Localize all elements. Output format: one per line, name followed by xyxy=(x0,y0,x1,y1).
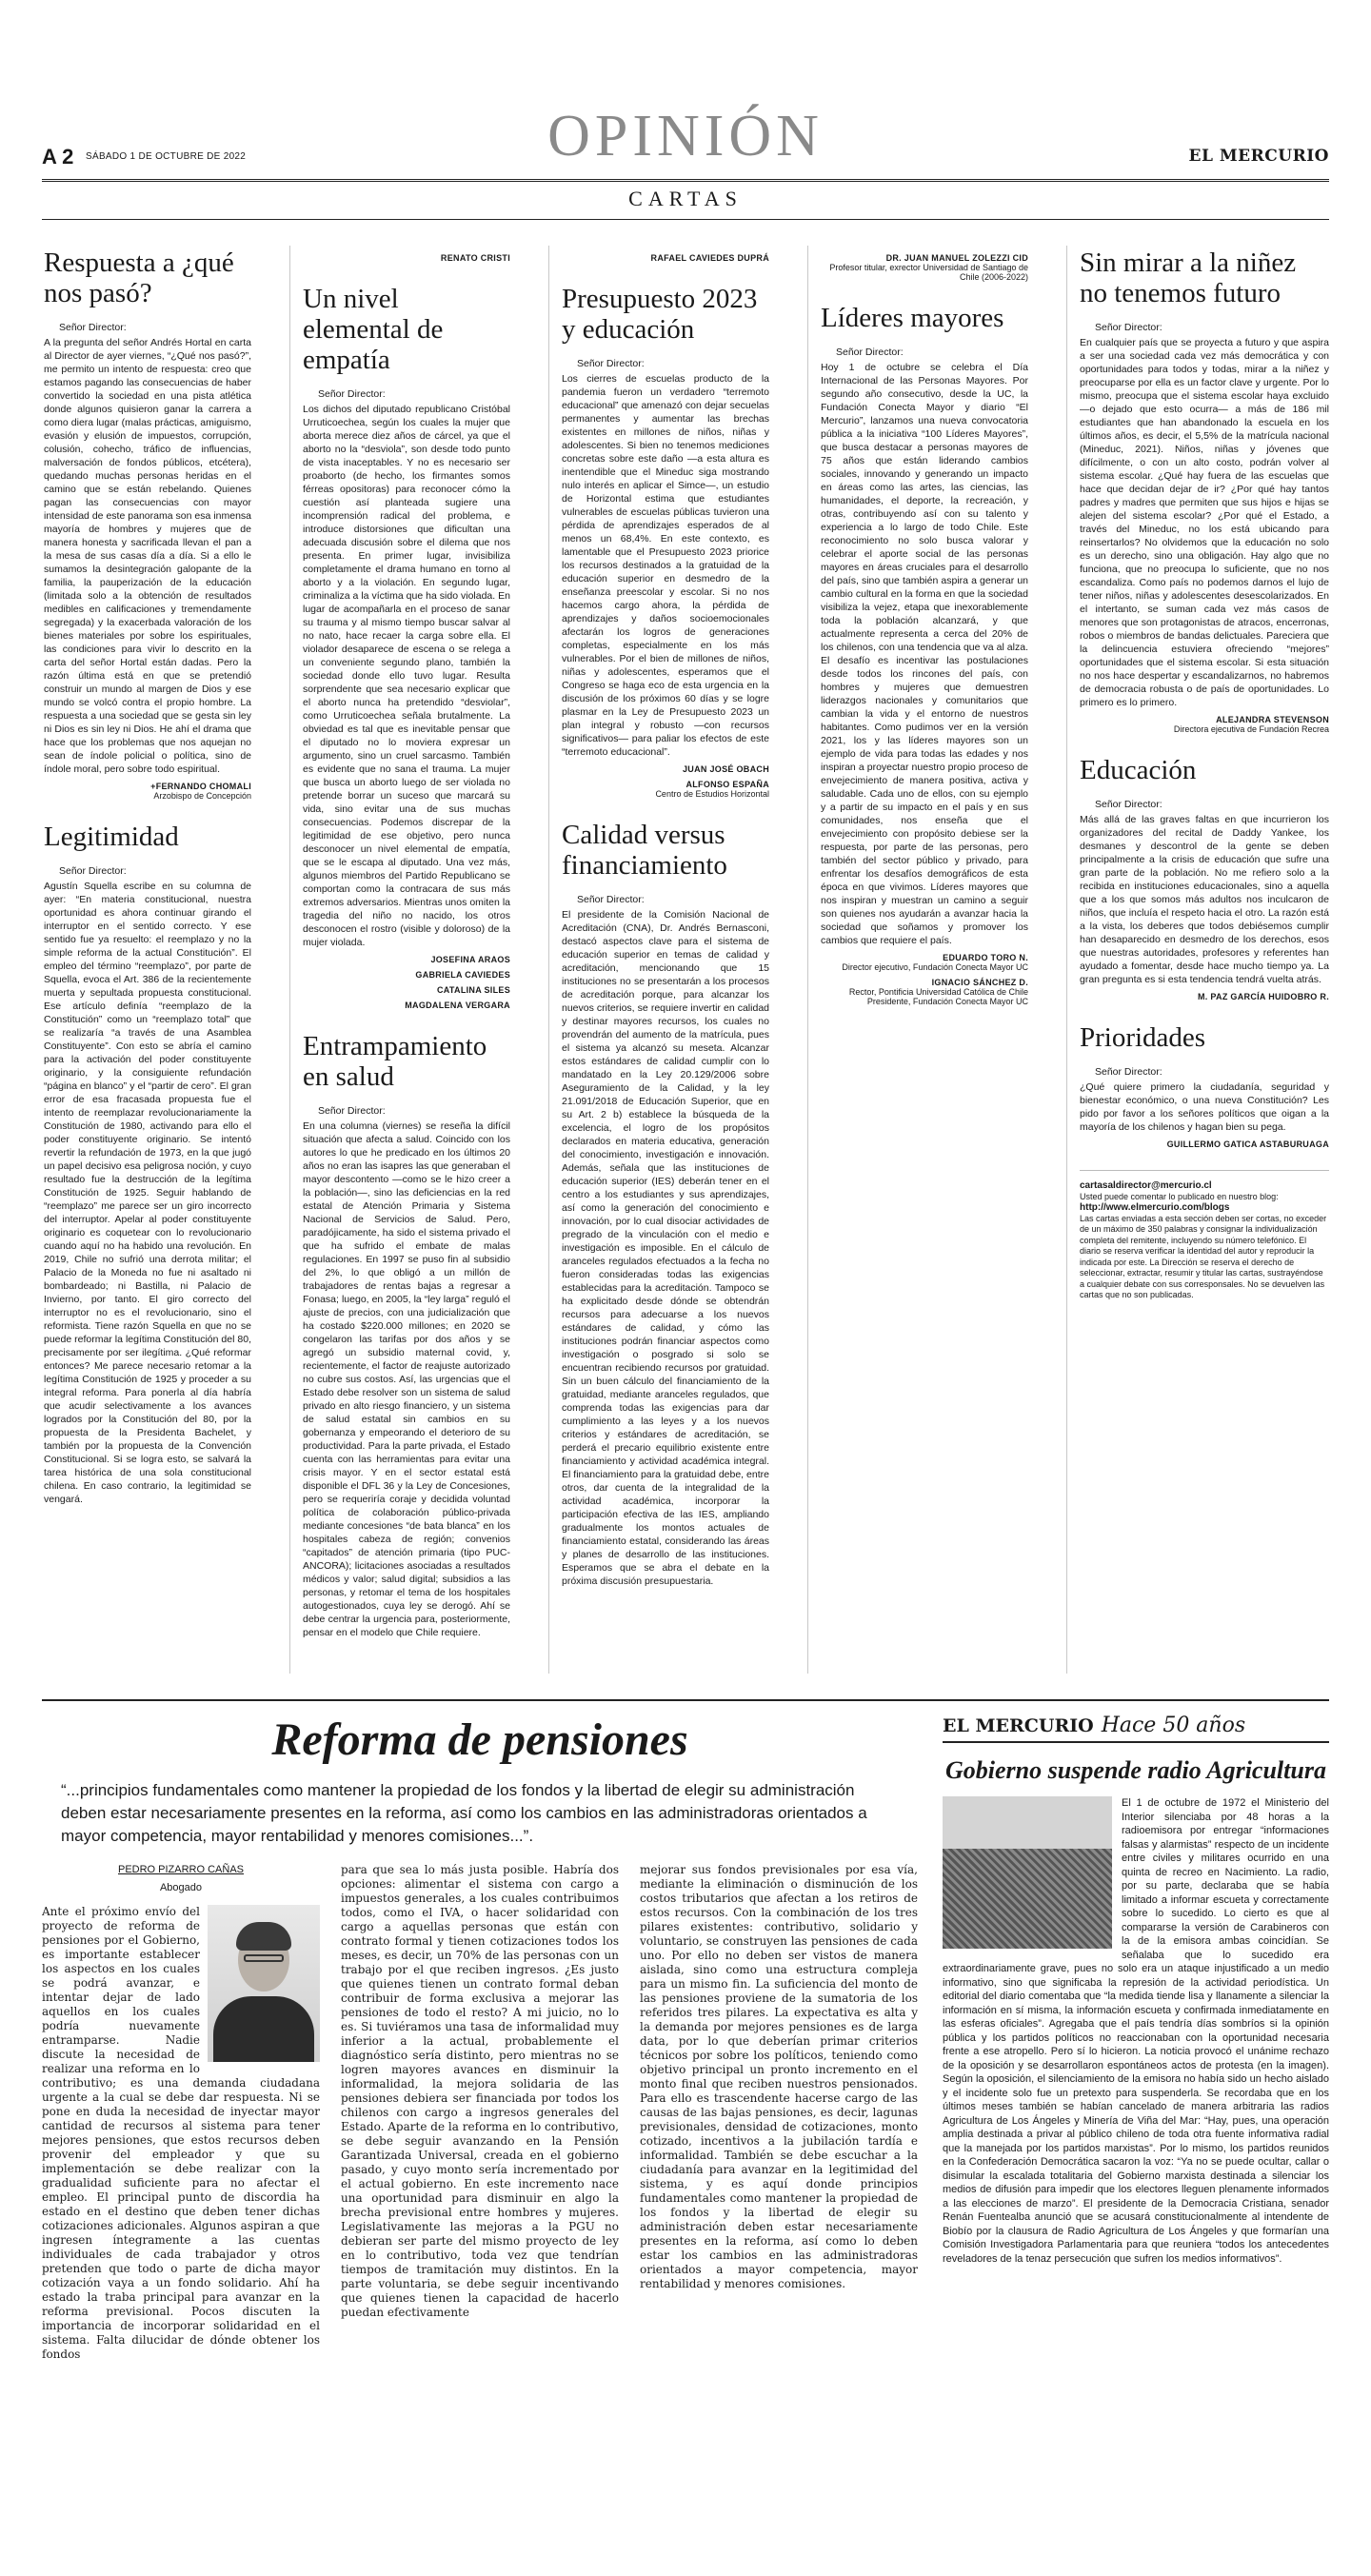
historic-photo xyxy=(943,1796,1112,1949)
signature: MAGDALENA VERGARA xyxy=(405,1001,510,1010)
letter-body: En una columna (viernes) se reseña la difícil situación que afecta a salud. Coincido con los autores lo que he predicado en los últimos 20 años no eran las isapres las que generaban el mayor descontento —como se le hizo creer a la población—, sino las deficiencias en la red estatal de Atención Primaria y Sistema Nacional de Servicios de Salud. Pero, paradójicamente, ha sido el sistema privado el que ha sufrido el embate de malas regulaciones. En 1997 se puso fin al subsidio del 2%, lo que obligó a un millón de trabajadores de rentas bajas a regresar a Fonasa; luego, en 2005, la “ley larga” reguló el ajuste de precios, con una judicialización que ha costado $220.000 millones; en 2020 se congelaron las tarifas por dos años y se agregó un subsidio maternal covid, y, recientemente, el factor de reajuste autorizado no cubre sus costos. Así, las urgencias que el Estado debe resolver son un sistema de salud privado en alto riesgo financiero, y un sistema de salud estatal sin cambios en su gobernanza y empeorando el deterioro de su productividad. Para la parte privada, el Estado cuenta con las herramientas para evitar una crisis mayor. Y en el sector estatal está disponible el DFL 36 y la Ley de Concesiones, pero se requeriría coraje y decidida voluntad política de colaboración público-privada mediante concesiones “de bata blanca” en los hospitales cabeza de región; convenios “capitados” de atención primaria (tipo PUC-ANCORA); licitaciones asociadas a resultados médicos y valor; salud digital; subsidios a las personas, y retomar el tema de los hospitales autogestionados, cuya ley se derogó. Ahí se debe centrar la urgencia para, posteriormente, pensar en el modelo que Chile requiere. xyxy=(303,1120,510,1638)
signature: CATALINA SILES xyxy=(436,985,510,995)
author-photo xyxy=(208,1905,320,2062)
letter-body: A la pregunta del señor Andrés Hortal en carta al Director de ayer viernes, “¿Qué nos pasó?”, me permito un intento de respuesta: creo que estamos pagando las consecuencias de haber convertido la sociedad en una pista atlética donde algunos quisieron ganar la carrera a como diera lugar (malas prácticas, amiguismo, evasión y elusión de impuestos, corrupción, colusión, cohecho, tráfico de influencias, malversación de fondos públicos, etcétera), quedando muchas personas heridas en el camino que se están rebelando. Quienes pagan las consecuencias con mayor intensidad de este panorama son esa inmensa mayoría de hombres y mujeres que de manera honesta y sacrificada llevan el pan a la mesa de sus casas día a día. Si a ello le sumamos la desintegración galopante de la familia, la pauperización de la educación (limitada solo a la obtención de resultados medibles en calificaciones y tremendamente segregada) y la exacerbada valoración de los bienes materiales por sobre los espirituales, las condiciones para vivir lo descrito en la carta del señor Hortal están dadas. Pero la razón última está en que se pretendió construir un mundo al margen de Dios y ese mundo se volcó contra el propio hombre. La respuesta a una sociedad que se gesta sin ley ni Dios es sin ley ni Dios. He ahí el drama que hace que los problemas que nos aquejan no sean de índole policial o política, sino de índole moral, pero sobre todo espiritual. xyxy=(44,337,251,775)
hace-title: Gobierno suspende radio Agricultura xyxy=(945,1756,1326,1784)
letter-salud-signature xyxy=(562,253,769,263)
letter-body: ¿Qué quiere primero la ciudadanía, seguridad y bienestar económico, o una nueva Constitución? Les pido por favor a los señores políticos que oigan a la mayoría de los chilenos y hagan bien su pega. xyxy=(1080,1081,1329,1133)
blog-link[interactable]: http://www.elmercurio.com/blogs xyxy=(1080,1202,1230,1213)
newspaper-brand: EL MERCURIO xyxy=(1188,147,1329,166)
letter-title: Educación xyxy=(1080,755,1197,785)
letter-title: Un nivel elemental de empatía xyxy=(303,284,444,375)
subsection-title: CARTAS xyxy=(628,187,743,210)
page-date: SÁBADO 1 DE OCTUBRE DE 2022 xyxy=(86,151,247,162)
salutation: Señor Director: xyxy=(577,358,645,369)
signature: ALFONSO ESPAÑA xyxy=(686,780,769,789)
letter-legitimidad xyxy=(44,822,251,1506)
signature: +FERNANDO CHOMALI xyxy=(150,782,251,791)
letter-prioridades xyxy=(1080,1022,1329,1149)
text-column xyxy=(341,1863,619,2362)
salutation: Señor Director: xyxy=(59,865,127,877)
masthead-rule xyxy=(42,179,1329,180)
masthead xyxy=(42,103,1329,169)
hace-brand: EL MERCURIO xyxy=(943,1714,1094,1736)
signature-role: Directora ejecutiva de Fundación Recrea xyxy=(1173,724,1329,734)
column-text: Ante el próximo envío del proyecto de reforma de pensiones por el Gobierno, es importante establecer los aspectos en los cuales se podrá avanzar, e intentar dejar de lado aquellos en los cuales podría nuevamente entramparse. Nadie discute la necesidad de realizar una reforma en lo contributivo; es una demanda ciudadana urgente a la cual se debe dar respuesta. Ni se pone en duda la necesidad de inyectar mayor cantidad de recursos al sistema para tener mejores pensiones, que estos recursos deben provenir del empleador y que su implementación se debe realizar con la gradualidad suficiente para no afectar el empleo. El principal punto de discordia ha estado en el destino que deben tener dichas cotizaciones adicionales. Algunos aspiran a que ingresen íntegramente a las cuentas individuales de cada trabajador y otros pretenden que todo o parte de dicha mayor cotización vaya a un fondo solidario. Ahí ha estado la traba principal para avanzar en la reforma previsional. Pocos discuten la importancia de incorporar solidaridad en el sistema. Falta dilucidar de dónde obtener los fondos xyxy=(42,1905,320,2361)
letter-respuesta xyxy=(44,248,251,801)
author-name: PEDRO PIZARRO CAÑAS xyxy=(117,1864,245,1875)
signature-role: Centro de Estudios Horizontal xyxy=(655,789,769,799)
signature: JUAN JOSÉ OBACH xyxy=(682,764,769,774)
hace-script: Hace 50 años xyxy=(1101,1714,1246,1737)
contact-note: Las cartas enviadas a esta sección deben ser cortas, no exceder de un máximo de 350 palabras y consignar la individualización completa del remitente, incluyendo su número telefónico. El diario se reserva verificar la identidad del autor y reproducir la indicada por este. La Dirección se reserva el derecho de seleccionar, extractar, resumir y titular las cartas, sustrayéndose a cualquier debate con sus corresponsales. No se devuelven las cartas que no son publicadas. xyxy=(1080,1213,1327,1299)
salutation: Señor Director: xyxy=(318,1105,386,1117)
letters-column-3 xyxy=(562,248,769,1675)
letter-calidad-signature xyxy=(821,253,1028,282)
hace-header xyxy=(943,1714,1329,1743)
letter-title: Calidad versus financiamiento xyxy=(562,820,727,881)
column-divider xyxy=(548,246,549,1674)
salutation: Señor Director: xyxy=(1095,322,1162,333)
blog-intro: Usted puede comentar lo publicado en nuestro blog: xyxy=(1080,1191,1279,1201)
letter-body: El presidente de la Comisión Nacional de Acreditación (CNA), Dr. Andrés Bernasconi, destacó aspectos clave para el sistema de educación superior en temas de calidad y acreditación, mencionando que 15 instituciones no se presentarán a los procesos de acreditación porque, para alcanzar los nuevos criterios, se requiere invertir en calidad y destinar mayores recursos, los cuales no provendrán del aumento de la matrícula, pues el sistema ya alcanzó su meseta. Alcanzar estos estándares de calidad cumplir con lo mandatado en la Ley 20.129/2006 sobre Aseguramiento de la Calidad, y la ley 21.091/2018 de Educación Superior, que en su Art. 2 b) establece la búsqueda de la excelencia, el logro de los propósitos declarados en materia educativa, generación del conocimiento, investigación e innovación. Además, señala que las instituciones de educación superior (IES) deberán tener en el centro a los estudiantes y sus aprendizajes, así como la generación del conocimiento e innovación, por lo cual disociar actividades de pregrado de la vinculación con el medio e investigación es imposible. En el cálculo de aranceles regulados efectuados a la fecha no fueron consideradas todas las exigencias establecidas para la acreditación. Tampoco se ha explicitado desde dónde se obtendrán recursos para adecuarse a los nuevos estándares de calidad, y cómo las instituciones podrán financiar aspectos como investigación o posgrado si solo se encuentran recibiendo recursos por gratuidad. Sin un buen cálculo del financiamiento de la gratuidad, mediante aranceles regulados, que comprenda todas las exigencias para dar cumplimiento a las leyes y a los nuevos criterios y estándares de acreditación, se perderá el precario equilibrio existente entre financiamiento y actividad académica integral. El financiamiento para la gratuidad debe, entre otros, dar cuenta de la integralidad de la actividad académica, incorporar la participación efectiva de las IES, ampliando gradualmente los montos actuales de financiamiento estatal, considerando las áreas y planes de desarrollo de las instituciones. Esperamos que se abra el debate en la próxima discusión presupuestaria. xyxy=(562,909,769,1587)
signature: DR. JUAN MANUEL ZOLEZZI CID xyxy=(885,253,1028,263)
text-column xyxy=(42,1863,320,2362)
letter-title: Legitimidad xyxy=(44,822,179,852)
letter-title: Líderes mayores xyxy=(821,303,1004,333)
letter-educacion xyxy=(1080,755,1329,1001)
letter-body: Agustín Squella escribe en su columna de ayer: “En materia constitucional, nuestra oportunidad es ahora continuar girando el interruptor en el sentido correcto. Y ese sentido fue ya resuelto: el reemplazo y no la simple reforma de la actual Constitución”. El empleo del término “reemplazo”, por parte de Squella, evoca el Art. 386 de la recientemente muerta y sepultada propuesta constitucional. Ese artículo definía “reemplazo de la Constitución” como un “reemplazo total” que se realizaría “a través de una Asamblea Constituyente”. Con esto se abría el camino para la activación del poder constituyente originario, y la consiguiente refundación “página en blanco” y el “partir de cero”. El gran error de esa fracasada propuesta fue el intento de reemplazar revolucionariamente la Constitución de 1980, activando para ello el poder constituyente originario. Se intentó revertir la refundación de 1973, en la que jugó un papel decisivo esa peligrosa noción, y cuyo resultado fue la destrucción de la legítima Constitución de 1925. Seguir hablando de “reemplazo” me parece ser un giro incorrecto del interruptor. Apelar al poder constituyente originario es coquetear con lo revolucionario cuando aquí no ha habido una revolución. En 2019, Chile no sufrió una derrota militar; el Palacio de la Moneda no fue ni asaltado ni bombardeado; ni Bastilla, ni Palacio de Invierno, por tanto. El giro correcto del interruptor no es el revolucionario, sino el reformista. Tiene razón Squella en que no se puede reformar la legítima Constitución del 80, precisamente por ser ilegítima. ¿Qué reformar entonces? Me parece necesario retomar a la legítima Constitución de 1925 y proceder a su integral reforma. Para ponerla al día habría que acudir selectivamente a los avances logrados por la Constitución del 80, por la propuesta de la Presidenta Bachelet, y también por la propuesta de la Convención Constitucional. Si se logra esto, se salvará la tarea histórica de una sola constitucional chilena. En caso contrario, la legitimidad se vengará. xyxy=(44,881,251,1505)
column-divider xyxy=(1066,246,1067,1674)
column-reforma xyxy=(42,1714,918,2551)
signature-role: Rector, Pontificia Universidad Católica de Chile Presidente, Fundación Conecta Mayor UC xyxy=(848,987,1028,1006)
letter-calidad xyxy=(562,820,769,1588)
column-text: mejorar sus fondos previsionales por esa vía, mediante la eliminación o disminución de los costos tributarios que afectan a los retiros de estos recursos. Con la combinación de los tres pilares existentes: contributivo, solidario y voluntario, se construyen las pensiones de cada uno. Por ello no deben ser vistos de manera aislada, sino como una estructura compleja para un mismo fin. La suficiencia del monto de las pensiones proviene de la sumatoria de los referidos tres pilares. La expectativa es alta y la demanda por mejores pensiones es de larga data, por lo que deberían primar criterios técnicos por sobre los políticos, teniendo como objetivo principal un pronto incremento en el monto final que reciben nuestros pensionados. Para ello es trascendente hacerse cargo de las causas de las bajas pensiones, es decir, lagunas previsionales, densidad de cotizaciones, monto cotizado, incentivos a la jubilación tardía e informalidad. También se debe escuchar a la ciudadanía para avanzar en la legitimidad del sistema, y es aquí donde principios fundamentales como mantener la propiedad de los fondos y la libertad de elegir su administración deben estar necesariamente presentes en la reforma, así como lo deben estar los cambios en las administradoras orientados a mayor competencia, mayor rentabilidad y menores comisiones. xyxy=(640,1863,918,2290)
letter-title: Sin mirar a la niñez no tenemos futuro xyxy=(1080,248,1297,308)
letter-body: Hoy 1 de octubre se celebra el Día Internacional de las Personas Mayores. Por segundo año consecutivo, desde la UC, la Fundación Conecta Mayor y diario “El Mercurio”, lanzamos una nueva convocatoria pública a la iniciativa “100 Líderes Mayores”, que busca destacar a personas mayores de 75 años que están liderando cambios sociales, innovando y generando un impacto en áreas como las artes, las ciencias, las humanidades, el deporte, la recreación, y otras, contribuyendo así con su talento y experiencia a lo largo de todo Chile. Este reconocimiento no solo busca valorar y celebrar el aporte social de las personas mayores en áreas cruciales para el desarrollo del país, sino que también aspira a generar un cambio cultural en la forma en que la sociedad visibiliza la vejez, etapa que inexorablemente toda la población alcanzará, y que actualmente representa a cerca del 20% de los chilenos, con una tendencia que va al alza. El desafío es incentivar las postulaciones desde todos los rincones del país, con hombres y mujeres que demuestren liderazgos nacionales y comunitarios que cambian la vida y el entorno de nuestros habitantes. Como pudimos ver en la versión 2021, los y las líderes mayores son un ejemplo de vida para todas las edades y nos inspiran a proyectar nuestro propio proceso de envejecimiento de manera positiva, activa y saludable. Cada uno de ellos, con su ejemplo y a partir de su impacto en el país y en sus comunidades, nos enseña que el envejecimiento con propósito debiese ser la respuesta, por parte de las personas, pero también del sector público y privado, para enfrentar los desafíos demográficos de esta época en que vivimos. Líderes mayores que nos inspiran y muestran un camino a seguir son quienes nos ayudarán a avanzar hacia la sociedad que soñamos y promover los cambios que requiere el país. xyxy=(821,362,1028,946)
section-divider xyxy=(42,1699,1329,1701)
salutation: Señor Director: xyxy=(1095,799,1162,810)
text-column xyxy=(640,1863,918,2362)
signature: JOSEFINA ARAOS xyxy=(430,955,510,964)
letter-empatia xyxy=(303,284,510,1010)
author-role: Abogado xyxy=(159,1882,203,1893)
column-text: para que sea lo más justa posible. Habría dos opciones: alimentar el sistema con cargo a impuestos generales, a los cuales contribuimos todos, como el IVA, o hacer solidaridad con cargo a aquellas personas que están con contrato formal y tienen cotizaciones todos los meses, es decir, un 70% de las personas con un trabajo por el que reciben ingresos. ¿Es justo que quienes tienen un contrato formal deban contribuir de forma exclusiva a mejorar las pensiones de todo el resto? A mi juicio, no lo es. Si tuviéramos una tasa de informalidad muy inferior a la actual, probablemente el diagnóstico sería distinto, pero mientras no se logren mayores avances en disminuir la informalidad, la mejora solidaria de las pensiones debiera ser financiada por todos los chilenos con cargo a ingresos generales del Estado. Aparte de la reforma en lo contributivo, se debe seguir avanzando en la Pensión Garantizada Universal, creada en el gobierno pasado, y cuyo monto sería incrementado por el actual gobierno. En este incremento nace una oportunidad para disminuir en algo la brecha previsional entre hombres y mujeres. Legislativamente las mejoras a la PGU no debieran ser parte del mismo proyecto de ley en lo contributivo, toda vez que tendrían tiempos de tramitación muy distintos. En la parte voluntaria, se debe seguir incentivando que quienes tienen la capacidad de hacerlo puedan efectivamente xyxy=(341,1863,619,2319)
signature: RENATO CRISTI xyxy=(440,253,510,263)
section-title: OPINIÓN xyxy=(547,104,824,168)
letter-title: Prioridades xyxy=(1080,1022,1206,1053)
salutation: Señor Director: xyxy=(577,894,645,905)
salutation: Señor Director: xyxy=(836,347,904,358)
letters-column-4 xyxy=(821,248,1028,1675)
letter-presupuesto xyxy=(562,284,769,799)
signature-role: Profesor titular, exrector Universidad de Santiago de Chile (2006-2022) xyxy=(829,263,1028,282)
column-body xyxy=(42,1863,918,2362)
letter-lideres xyxy=(821,303,1028,1006)
subsection-rule xyxy=(42,219,1329,220)
letters-column-2 xyxy=(303,248,510,1675)
signature-role: Director ejecutivo, Fundación Conecta Mayor UC xyxy=(842,962,1028,972)
letter-body: En cualquier país que se proyecta a futuro y que aspira a ser una sociedad cada vez más democrática y con oportunidades para todos y todas, mirar a la niñez y preocuparse por ella es un factor clave y urgente. Por lo mismo, preocupa que el sistema escolar haya excluido —o dejado que esto ocurra— a más de 186 mil estudiantes que han abandonado la escuela en los últimos años, es decir, el 5,5% de la matrícula nacional (Mineduc, 2021). Niños, niñas y jóvenes que difícilmente, o con un alto costo, podrán volver al sistema escolar. ¿Qué hay fuera de las escuelas que hace que decidan dejar de ir? ¿Por qué hay tantos padres y madres que permiten que sus hijos e hijas se alejen del sistema escolar? ¿Por qué el Estado, a través del Mineduc, no los está ubicando para reinsertarlos? No olvidemos que la educación no solo es un derecho, sino una obligación. Hay algo que no funciona, que no preocupa lo suficiente, que no nos escandaliza. Como país no podemos darnos el lujo de tener niños, niñas y adolescentes desescolarizados. En el intertanto, se suman cada vez más casos de menores que son protagonistas de atracos, encerronas, robos o miembros de bandas delictuales. Pareciera que la delincuencia estuviera ofreciendo “mejores” oportunidades que el sistema escolar. Si esta situación no nos hace despertar y escandalizarnos, no habremos de democracia robusta o de país de oportunidades. Lo primero es lo primero. xyxy=(1080,337,1329,708)
salutation: Señor Director: xyxy=(318,388,386,400)
letter-salud xyxy=(303,1031,510,1639)
letter-ninez xyxy=(1080,248,1329,734)
signature: IGNACIO SÁNCHEZ D. xyxy=(931,978,1028,987)
pull-quote: “...principios fundamentales como mantener la propiedad de los fondos y la libertad de elegir su administración deben estar necesariamente presentes en la reforma, así como los cambios en las administradoras orientados a mayor competencia, mayor rentabilidad y menores comisiones...”. xyxy=(61,1781,867,1845)
letters-column-5 xyxy=(1080,248,1329,1675)
letters-column-1 xyxy=(44,248,251,1675)
signature: M. PAZ GARCÍA HUIDOBRO R. xyxy=(1198,992,1329,1001)
column-divider xyxy=(807,246,808,1674)
signature: RAFAEL CAVIEDES DUPRÁ xyxy=(650,253,769,263)
letter-body: Los cierres de escuelas producto de la pandemia fueron un verdadero “terremoto educacional” que amenazó con dejar secuelas permanentes y aumentar las brechas existentes en millones de niños, niñas y adolescentes. Si bien no tenemos mediciones concretas sobre este daño —a esta altura es inentendible que el Mineduc siga mostrando nulo interés en aplicar el Simce—, un estudio de Horizontal estima que estudiantes vulnerables de escuelas públicas tuvieron una pérdida de aprendizajes esperados de al menos un 68,4%. En este contexto, es lamentable que el Presupuesto 2023 priorice los recursos destinados a la gratuidad de la educación superior en desmedro de la enseñanza preescolar y escolar. Si no nos hacemos cargo ahora, la pérdida de aprendizajes y daños socioemocionales afectarán los logros de generaciones completas, especialmente en los más vulnerables. Por el bien de millones de niños, niñas y adolescentes, esperamos que el Congreso se haga eco de esta urgencia en la discusión de los próximos 60 días y se logre plasmar en la Ley de Presupuesto 2023 un plan integral y robusto —con recursos significativos— para paliar los efectos de este “terremoto educacional”. xyxy=(562,373,769,758)
contact-email[interactable]: cartasaldirector@mercurio.cl xyxy=(1080,1180,1212,1191)
salutation: Señor Director: xyxy=(1095,1066,1162,1078)
masthead-rule xyxy=(42,181,1329,182)
hace-50-anos-box xyxy=(943,1714,1329,2551)
salutation: Señor Director: xyxy=(59,322,127,333)
page-number: A 2 xyxy=(42,145,74,168)
signature: GUILLERMO GATICA ASTABURUAGA xyxy=(1166,1139,1329,1149)
signature: GABRIELA CAVIEDES xyxy=(415,970,510,980)
hace-body: El 1 de octubre de 1972 el Ministerio del Interior silenciaba por 48 horas a la radioemisora por entregar “informaciones falsas y alarmistas” respecto de un incidente entre civiles y militares ocurrido en una quinta de recreo en Nacimiento. La radio, por su parte, declaraba que se había limitado a informar escueta y correctamente sobre lo sucedido. Lo cierto es que al compararse la versión de Carabineros con la de la emisora ambas coincidían. Se señalaba que lo sucedido era extraordinariamente grave, pues no solo era un ataque injustificado a un medio informativo, sino que significaba la represión de la actividad periodística. Un editorial del diario comentaba que “la medida tiende lisa y llanamente a silenciar la información en sí misma, la información escueta y confirmada inmediatamente en las esferas oficiales”. Agregaba que el país tendría días sombríos si la opinión pública y los partidos políticos no reaccionaban con la oportunidad necesaria frente a ese atropello. Pero sí lo hicieron. La noticia provocó el unánime rechazo de la oposición y se desarrollaron espontáneos actos de protesta (en la imagen). Según la oposición, el silenciamiento de la emisora no había sido un hecho aislado y el incidente solo fue un pretexto para suspenderla. Se recordaba que en los últimos meses también se habían cancelado de manera arbitraria las radios Agricultura de Los Ángeles y Minería de Viña del Mar: “Hay, pues, una operación amplia destinada a privar al público chileno de toda otra fuente informativa radial que la manejada por los partidos marxistas”. Por lo mismo, los partidos reunidos en la Confederación Democrática sacaron la voz: “Ya no se puede ocultar, callar o disimular la escalada totalitaria del Gobierno marxista destinada a silenciar los medios de difusión para impedir que los electores lleguen plenamente informados a las elecciones de marzo”. El presidente de la Democracia Cristiana, senador Renán Fuentealba anunció que se acusará constitucionalmente al intendente de Biobío por la clausura de Radio Agricultura de Los Ángeles y que formarían una Comisión Investigadora Parlamentaria para que reuniera “todos los antecedentes reveladores de la tenaz persecución que sufren los medios informativos”. xyxy=(943,1797,1329,2265)
signature: EDUARDO TORO N. xyxy=(943,953,1028,962)
signature-role: Arzobispo de Concepción xyxy=(153,791,251,801)
column-divider xyxy=(289,246,290,1674)
letter-body: Más allá de las graves faltas en que incurrieron los organizadores del recital de Daddy Yankee, los desmanes y descontrol de la gente se deben principalmente a la crisis de educación que sufre una gran parte de la población. No me refiero solo a la recibida en instituciones educacionales, sino a aquella que a los que somos más adultos nos inculcaron de niños, que incluía el respeto hacia el otro. La razón está a la vista, los deberes que todos debiésemos cumplir han desaparecido en desmedro de los derechos, esos que nuestras autoridades, profesores y referentes han ayudado a fomentar, desde hace mucho tiempo ya. La gran pregunta es si esta tendencia tendrá vuelta atrás. xyxy=(1080,814,1329,985)
column-title: Reforma de pensiones xyxy=(271,1714,688,1765)
contact-box xyxy=(1080,1170,1329,1301)
letter-title: Presupuesto 2023 y educación xyxy=(562,284,758,345)
letter-body: Los dichos del diputado republicano Cristóbal Urruticoechea, según los cuales la mujer que aborta merece diez años de cárcel, ya que el aborto no la “desviola”, son desde todo punto de vista inaceptables. Y no es necesario ser proaborto (de hecho, los firmantes somos férreas opositoras) para reconocer cómo la cuestión así planteada sugiere una incomprensión radical del problema, e introduce distorsiones que dificultan una adecuada discusión sobre el dilema que nos presenta. En primer lugar, invisibiliza completamente el drama humano en torno al aborto y a la violación. En segundo lugar, criminaliza a la víctima que ha sido violada. En lugar de acompañarla en el proceso de sanar su trauma y al mismo tiempo buscar salvar al no nato, hace recaer la carga sobre ella. El violador desaparece de escena o se relega a un conveniente segundo plano, también la sociedad donde ello tuvo lugar. Resulta sorprendente que sea necesario explicar que el aborto nunca ha pretendido “desviolar”, como Urruticoechea señala brutalmente. La obviedad es tal que es inevitable pensar que el diputado no lo moviera expresar un argumento, sino un cruel sarcasmo. También es evidente que no sana el trauma. La mujer que busca un aborto luego de ser violada no pretende borrar un suceso que marcará su vida, sino evitar una de sus muchas consecuencias. Podemos discrepar de la legitimidad de ese objetivo, pero nunca desconocer un nivel elemental de empatía, que se le escapa al diputado. Una vez más, algunos miembros del Partido Republicano se comportan como la contracara de sus más extremos adversarios. Mientras unos omiten la tragedia del niño no nacido, los otros desconocen el rostro (visible y doloroso) de la mujer violada. xyxy=(303,404,510,948)
signature: ALEJANDRA STEVENSON xyxy=(1216,715,1329,724)
letter-title: Respuesta a ¿qué nos pasó? xyxy=(44,248,234,308)
letter-title: Entrampamiento en salud xyxy=(303,1031,487,1092)
letter-legitimidad-signature xyxy=(303,253,510,263)
